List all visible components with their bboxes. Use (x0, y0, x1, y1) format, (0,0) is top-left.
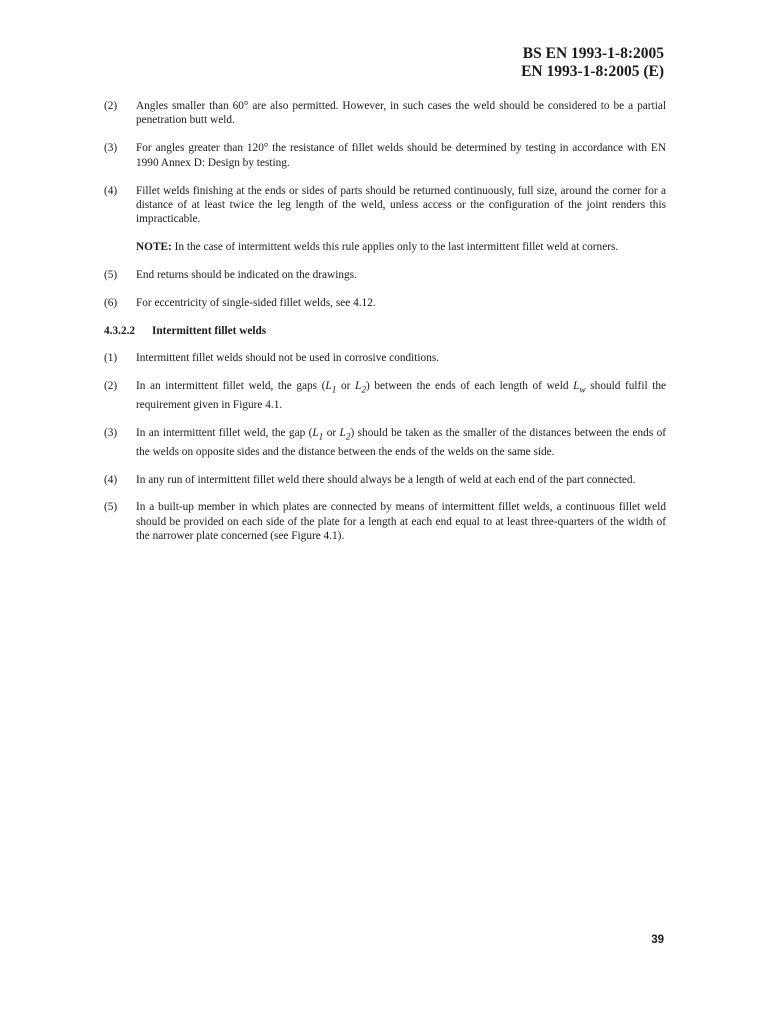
clause-paragraph (104, 141, 666, 170)
clause-paragraph (104, 500, 666, 543)
text-run: In an intermittent fillet weld, the gaps ( (136, 380, 326, 393)
clause-paragraph (104, 426, 666, 459)
clause-paragraph (104, 99, 666, 128)
clause-paragraph (104, 296, 666, 310)
clause-number: (3) (104, 426, 118, 439)
clause-text: Intermittent fillet welds should not be used in corrosive conditions. (136, 352, 440, 365)
clause-text: Angles smaller than 60° are also permitted. However, in such cases the weld should be considered to be a partial penetration butt weld. (136, 100, 666, 127)
note-label: NOTE: (136, 241, 172, 254)
clause-paragraph (104, 268, 666, 282)
clause-paragraph (104, 351, 666, 365)
clause-text: End returns should be indicated on the drawings. (136, 269, 357, 282)
text-run: ) should be taken as the smaller of the distances between the ends of the welds on opposite sides and the distance between the ends of the welds on the same side. (136, 426, 667, 458)
variable-symbol: L (312, 426, 319, 439)
standard-code: BS EN 1993-1-8:2005 (522, 45, 664, 62)
variable-subscript: 2 (361, 385, 367, 396)
document-header (521, 45, 664, 81)
note-text: In the case of intermittent welds this rule applies only to the last intermittent fillet weld at corners. (171, 241, 619, 254)
clause-number: (4) (104, 473, 118, 486)
clause-paragraph (104, 473, 666, 487)
text-run: or (336, 380, 356, 393)
clause-text: For eccentricity of single-sided fillet welds, see 4.12. (136, 297, 376, 310)
variable (312, 426, 324, 443)
text-run: In an intermittent fillet weld, the gap ( (136, 426, 313, 439)
variable-subscript: 1 (318, 432, 324, 443)
variable (325, 380, 337, 396)
clause-text: For angles greater than 120° the resistance of fillet welds should be determined by testing in accordance with EN 1990 Annex D: Design by testing. (136, 142, 666, 169)
text-run: ) between the ends of each length of weld (366, 380, 574, 393)
clause-number: (1) (104, 352, 118, 365)
variable (573, 380, 586, 396)
variable-subscript: 2 (345, 432, 351, 443)
clause-number: (5) (104, 269, 118, 282)
page-number: 39 (651, 934, 664, 946)
variable-symbol: L (325, 380, 332, 393)
clause-number: (5) (104, 501, 118, 514)
variable-symbol: L (573, 380, 580, 393)
text-run: should fulfil the requirement given in Figure 4.1. (136, 380, 667, 412)
clause-paragraph (104, 379, 666, 412)
section-number: 4.3.2.2 (104, 325, 136, 338)
note-paragraph (136, 240, 666, 254)
clause-number: (4) (104, 184, 118, 197)
clause-text: Fillet welds finishing at the ends or sides of parts should be returned continuously, full size, around the corner for a distance of at least twice the leg length of the weld, unless access or the configuration of the joint renders this impracticable. (136, 184, 666, 226)
variable (339, 426, 351, 443)
standard-code-en: EN 1993-1-8:2005 (E) (521, 63, 664, 80)
clause-text: In any run of intermittent fillet weld there should always be a length of weld at each end of the part connected. (136, 473, 636, 486)
clause-text (136, 379, 666, 412)
clause-number: (2) (104, 100, 118, 112)
page-body (104, 99, 666, 557)
clause-text (136, 426, 666, 459)
clause-paragraph (104, 184, 666, 227)
variable-subscript: w (579, 385, 586, 396)
text-run: or (323, 426, 340, 439)
clause-number: (3) (104, 142, 118, 155)
clause-number: (2) (104, 380, 118, 393)
clause-text: In a built-up member in which plates are connected by means of intermittent fillet welds, a continuous fillet weld should be provided on each side of the plate for a length at each end equal to at least three-quarters of the width of the narrower plate concerned (see Figure 4.1). (136, 501, 666, 543)
clause-number: (6) (104, 297, 118, 310)
section-title: Intermittent fillet welds (152, 325, 267, 338)
variable-subscript: 1 (331, 385, 337, 396)
section-heading (104, 324, 666, 338)
variable (355, 380, 367, 396)
variable-symbol: L (339, 426, 346, 439)
variable-symbol: L (355, 380, 362, 393)
